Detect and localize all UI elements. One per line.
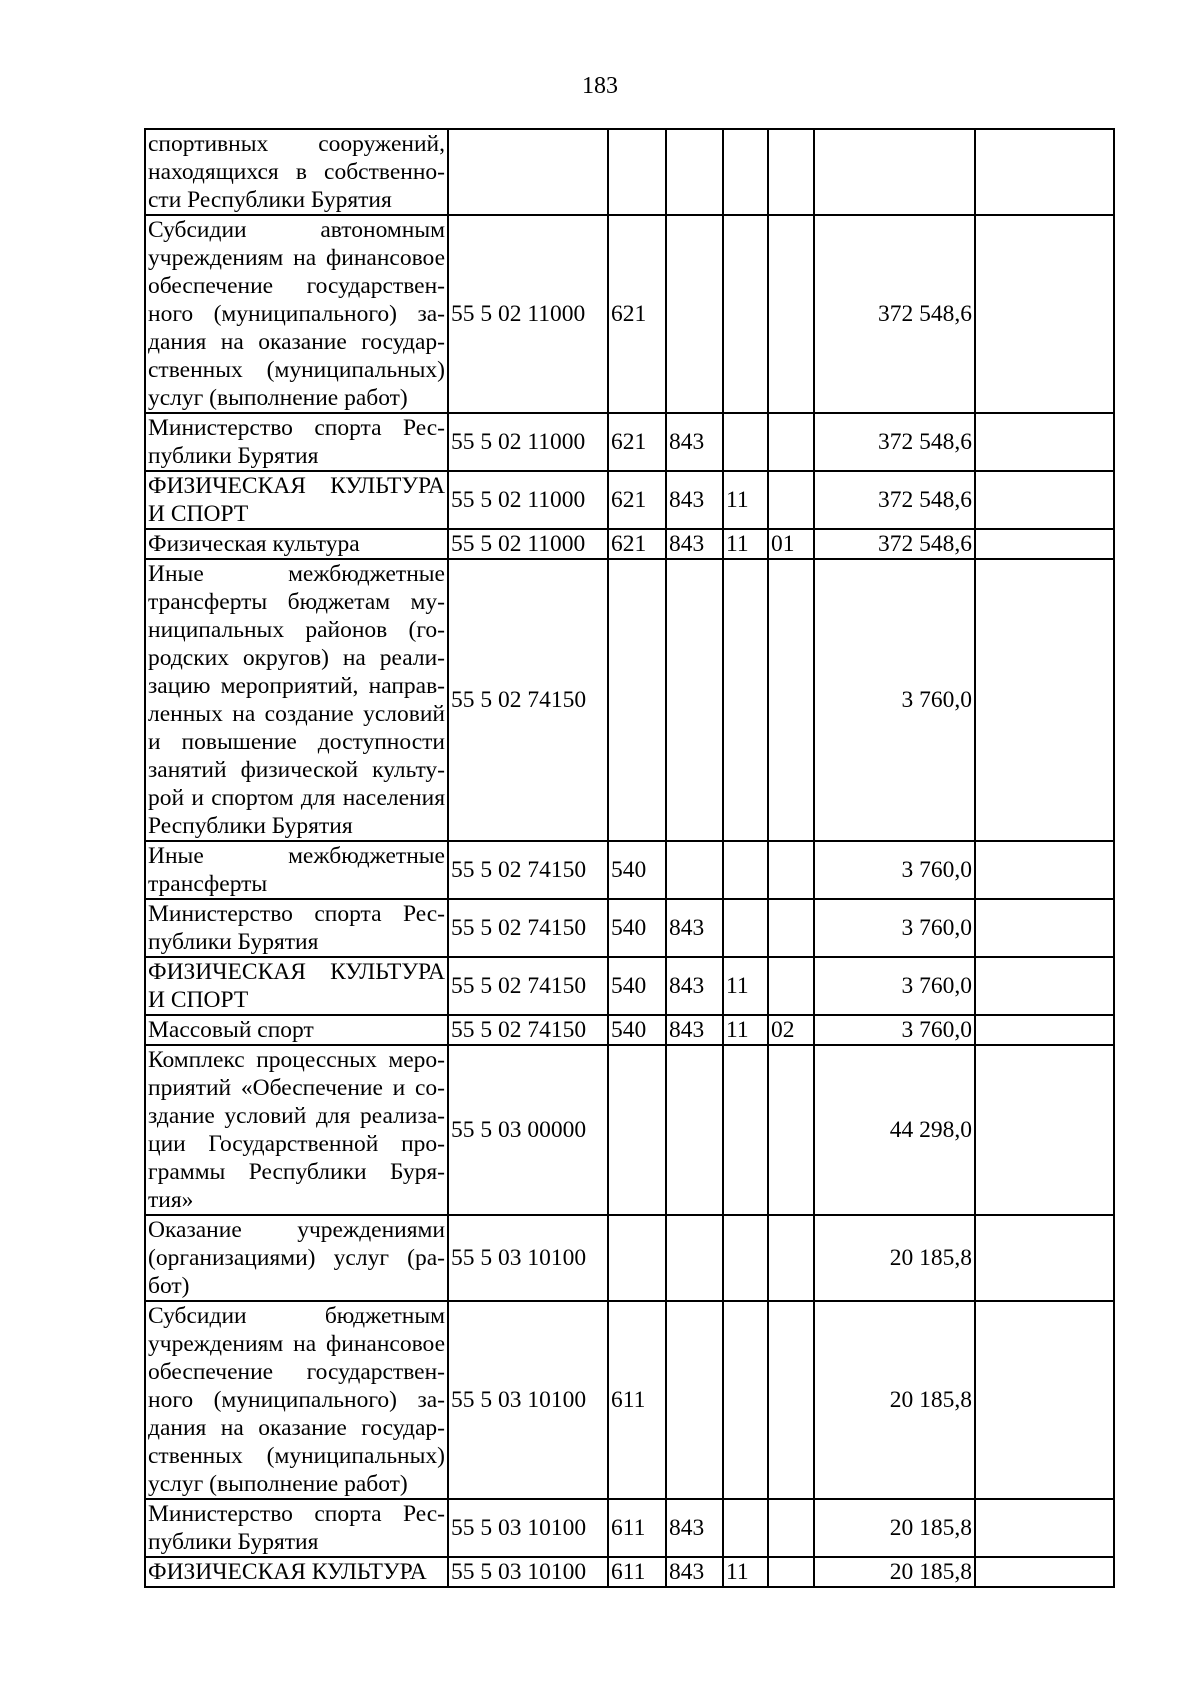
row-name-cell: Комплекс процессных меро-приятий «Обеспечение и со-здание условий для реализа-ции Государственной про-граммы Республики Буря-тия» bbox=[145, 1045, 448, 1215]
target-code-cell: 55 5 02 11000 bbox=[448, 413, 608, 471]
subsection-cell bbox=[768, 1215, 814, 1301]
expense-type-cell: 621 bbox=[608, 529, 666, 559]
table-row bbox=[145, 1499, 1114, 1557]
expense-type-cell bbox=[608, 559, 666, 841]
expense-type-cell bbox=[608, 1215, 666, 1301]
row-name-cell: Иные межбюджетные трансферты бюджетам му-ниципальных районов (го-родских округов) на реали-зацию мероприятий, направ-ленных на создание условий и повышение доступности занятий физической культу-рой и спортом для населения Республики Бурятия bbox=[145, 559, 448, 841]
target-code-cell bbox=[448, 129, 608, 215]
table-row bbox=[145, 1301, 1114, 1499]
extra-cell bbox=[975, 471, 1114, 529]
table-row bbox=[145, 1557, 1114, 1587]
target-code-cell: 55 5 02 74150 bbox=[448, 957, 608, 1015]
extra-cell bbox=[975, 1499, 1114, 1557]
expense-type-cell bbox=[608, 129, 666, 215]
ministry-code-cell: 843 bbox=[666, 413, 723, 471]
target-code-cell: 55 5 03 00000 bbox=[448, 1045, 608, 1215]
target-code-cell: 55 5 03 10100 bbox=[448, 1301, 608, 1499]
amount-cell: 3 760,0 bbox=[814, 1015, 975, 1045]
row-name-cell: Иные межбюджетные трансферты bbox=[145, 841, 448, 899]
subsection-cell bbox=[768, 1557, 814, 1587]
amount-cell: 20 185,8 bbox=[814, 1215, 975, 1301]
section-cell bbox=[723, 559, 768, 841]
amount-cell: 3 760,0 bbox=[814, 559, 975, 841]
ministry-code-cell: 843 bbox=[666, 1557, 723, 1587]
target-code-cell: 55 5 03 10100 bbox=[448, 1215, 608, 1301]
section-cell bbox=[723, 215, 768, 413]
expense-type-cell: 621 bbox=[608, 215, 666, 413]
table-row bbox=[145, 529, 1114, 559]
amount-cell: 3 760,0 bbox=[814, 957, 975, 1015]
amount-cell: 3 760,0 bbox=[814, 899, 975, 957]
ministry-code-cell bbox=[666, 841, 723, 899]
row-name-cell: ФИЗИЧЕСКАЯ КУЛЬТУРА И СПОРТ bbox=[145, 471, 448, 529]
ministry-code-cell: 843 bbox=[666, 1499, 723, 1557]
section-cell bbox=[723, 129, 768, 215]
subsection-cell bbox=[768, 841, 814, 899]
expense-type-cell: 611 bbox=[608, 1557, 666, 1587]
section-cell: 11 bbox=[723, 529, 768, 559]
subsection-cell: 01 bbox=[768, 529, 814, 559]
section-cell bbox=[723, 413, 768, 471]
target-code-cell: 55 5 02 11000 bbox=[448, 215, 608, 413]
expense-type-cell: 540 bbox=[608, 957, 666, 1015]
expense-type-cell: 540 bbox=[608, 899, 666, 957]
table-row bbox=[145, 559, 1114, 841]
extra-cell bbox=[975, 529, 1114, 559]
row-name-cell: Министерство спорта Рес-публики Бурятия bbox=[145, 1499, 448, 1557]
subsection-cell: 02 bbox=[768, 1015, 814, 1045]
extra-cell bbox=[975, 957, 1114, 1015]
row-name-cell: спортивных сооружений, находящихся в собственно-сти Республики Бурятия bbox=[145, 129, 448, 215]
row-name-cell: Физическая культура bbox=[145, 529, 448, 559]
extra-cell bbox=[975, 215, 1114, 413]
extra-cell bbox=[975, 559, 1114, 841]
subsection-cell bbox=[768, 413, 814, 471]
amount-cell: 372 548,6 bbox=[814, 471, 975, 529]
subsection-cell bbox=[768, 1499, 814, 1557]
table-row bbox=[145, 957, 1114, 1015]
extra-cell bbox=[975, 1557, 1114, 1587]
subsection-cell bbox=[768, 129, 814, 215]
ministry-code-cell: 843 bbox=[666, 1015, 723, 1045]
amount-cell: 44 298,0 bbox=[814, 1045, 975, 1215]
row-name-cell: Субсидии бюджетным учреждениям на финансовое обеспечение государствен-ного (муниципального) за-дания на оказание государ-ственных (муниципальных) услуг (выполнение работ) bbox=[145, 1301, 448, 1499]
amount-cell: 3 760,0 bbox=[814, 841, 975, 899]
table-row bbox=[145, 471, 1114, 529]
extra-cell bbox=[975, 841, 1114, 899]
amount-cell: 20 185,8 bbox=[814, 1301, 975, 1499]
row-name-cell: Министерство спорта Рес-публики Бурятия bbox=[145, 899, 448, 957]
subsection-cell bbox=[768, 1045, 814, 1215]
subsection-cell bbox=[768, 899, 814, 957]
amount-cell bbox=[814, 129, 975, 215]
ministry-code-cell: 843 bbox=[666, 471, 723, 529]
row-name-cell: ФИЗИЧЕСКАЯ КУЛЬТУРА И СПОРТ bbox=[145, 957, 448, 1015]
subsection-cell bbox=[768, 471, 814, 529]
expense-type-cell: 540 bbox=[608, 1015, 666, 1045]
extra-cell bbox=[975, 1045, 1114, 1215]
section-cell bbox=[723, 1215, 768, 1301]
target-code-cell: 55 5 02 11000 bbox=[448, 471, 608, 529]
extra-cell bbox=[975, 1015, 1114, 1045]
extra-cell bbox=[975, 1215, 1114, 1301]
ministry-code-cell bbox=[666, 1045, 723, 1215]
subsection-cell bbox=[768, 215, 814, 413]
section-cell: 11 bbox=[723, 957, 768, 1015]
ministry-code-cell bbox=[666, 1215, 723, 1301]
row-name-cell: Массовый спорт bbox=[145, 1015, 448, 1045]
table-row bbox=[145, 1015, 1114, 1045]
section-cell: 11 bbox=[723, 471, 768, 529]
section-cell bbox=[723, 1301, 768, 1499]
expense-type-cell: 611 bbox=[608, 1499, 666, 1557]
page-number: 183 bbox=[582, 73, 618, 99]
section-cell bbox=[723, 899, 768, 957]
ministry-code-cell bbox=[666, 129, 723, 215]
extra-cell bbox=[975, 899, 1114, 957]
subsection-cell bbox=[768, 1301, 814, 1499]
expense-type-cell bbox=[608, 1045, 666, 1215]
amount-cell: 372 548,6 bbox=[814, 529, 975, 559]
expense-type-cell: 611 bbox=[608, 1301, 666, 1499]
table-row bbox=[145, 899, 1114, 957]
extra-cell bbox=[975, 1301, 1114, 1499]
extra-cell bbox=[975, 129, 1114, 215]
table-row bbox=[145, 215, 1114, 413]
expense-type-cell: 621 bbox=[608, 471, 666, 529]
section-cell: 11 bbox=[723, 1015, 768, 1045]
budget-table bbox=[144, 128, 1115, 1588]
row-name-cell: Оказание учреждениями (организациями) услуг (ра-бот) bbox=[145, 1215, 448, 1301]
ministry-code-cell: 843 bbox=[666, 529, 723, 559]
table-row bbox=[145, 413, 1114, 471]
ministry-code-cell bbox=[666, 215, 723, 413]
target-code-cell: 55 5 03 10100 bbox=[448, 1499, 608, 1557]
section-cell bbox=[723, 1045, 768, 1215]
table-row bbox=[145, 129, 1114, 215]
row-name-cell: Министерство спорта Рес-публики Бурятия bbox=[145, 413, 448, 471]
target-code-cell: 55 5 03 10100 bbox=[448, 1557, 608, 1587]
section-cell: 11 bbox=[723, 1557, 768, 1587]
row-name-cell: Субсидии автономным учреждениям на финансовое обеспечение государствен-ного (муниципального) за-дания на оказание государ-ственных (муниципальных) услуг (выполнение работ) bbox=[145, 215, 448, 413]
amount-cell: 372 548,6 bbox=[814, 215, 975, 413]
subsection-cell bbox=[768, 957, 814, 1015]
table-body bbox=[145, 129, 1114, 1587]
ministry-code-cell: 843 bbox=[666, 957, 723, 1015]
table-row bbox=[145, 841, 1114, 899]
subsection-cell bbox=[768, 559, 814, 841]
expense-type-cell: 621 bbox=[608, 413, 666, 471]
extra-cell bbox=[975, 413, 1114, 471]
target-code-cell: 55 5 02 11000 bbox=[448, 529, 608, 559]
target-code-cell: 55 5 02 74150 bbox=[448, 559, 608, 841]
amount-cell: 20 185,8 bbox=[814, 1557, 975, 1587]
ministry-code-cell: 843 bbox=[666, 899, 723, 957]
row-name-cell: ФИЗИЧЕСКАЯ КУЛЬТУРА bbox=[145, 1557, 448, 1587]
section-cell bbox=[723, 1499, 768, 1557]
section-cell bbox=[723, 841, 768, 899]
table-row bbox=[145, 1215, 1114, 1301]
target-code-cell: 55 5 02 74150 bbox=[448, 841, 608, 899]
target-code-cell: 55 5 02 74150 bbox=[448, 899, 608, 957]
ministry-code-cell bbox=[666, 1301, 723, 1499]
table-row bbox=[145, 1045, 1114, 1215]
amount-cell: 372 548,6 bbox=[814, 413, 975, 471]
expense-type-cell: 540 bbox=[608, 841, 666, 899]
amount-cell: 20 185,8 bbox=[814, 1499, 975, 1557]
target-code-cell: 55 5 02 74150 bbox=[448, 1015, 608, 1045]
ministry-code-cell bbox=[666, 559, 723, 841]
